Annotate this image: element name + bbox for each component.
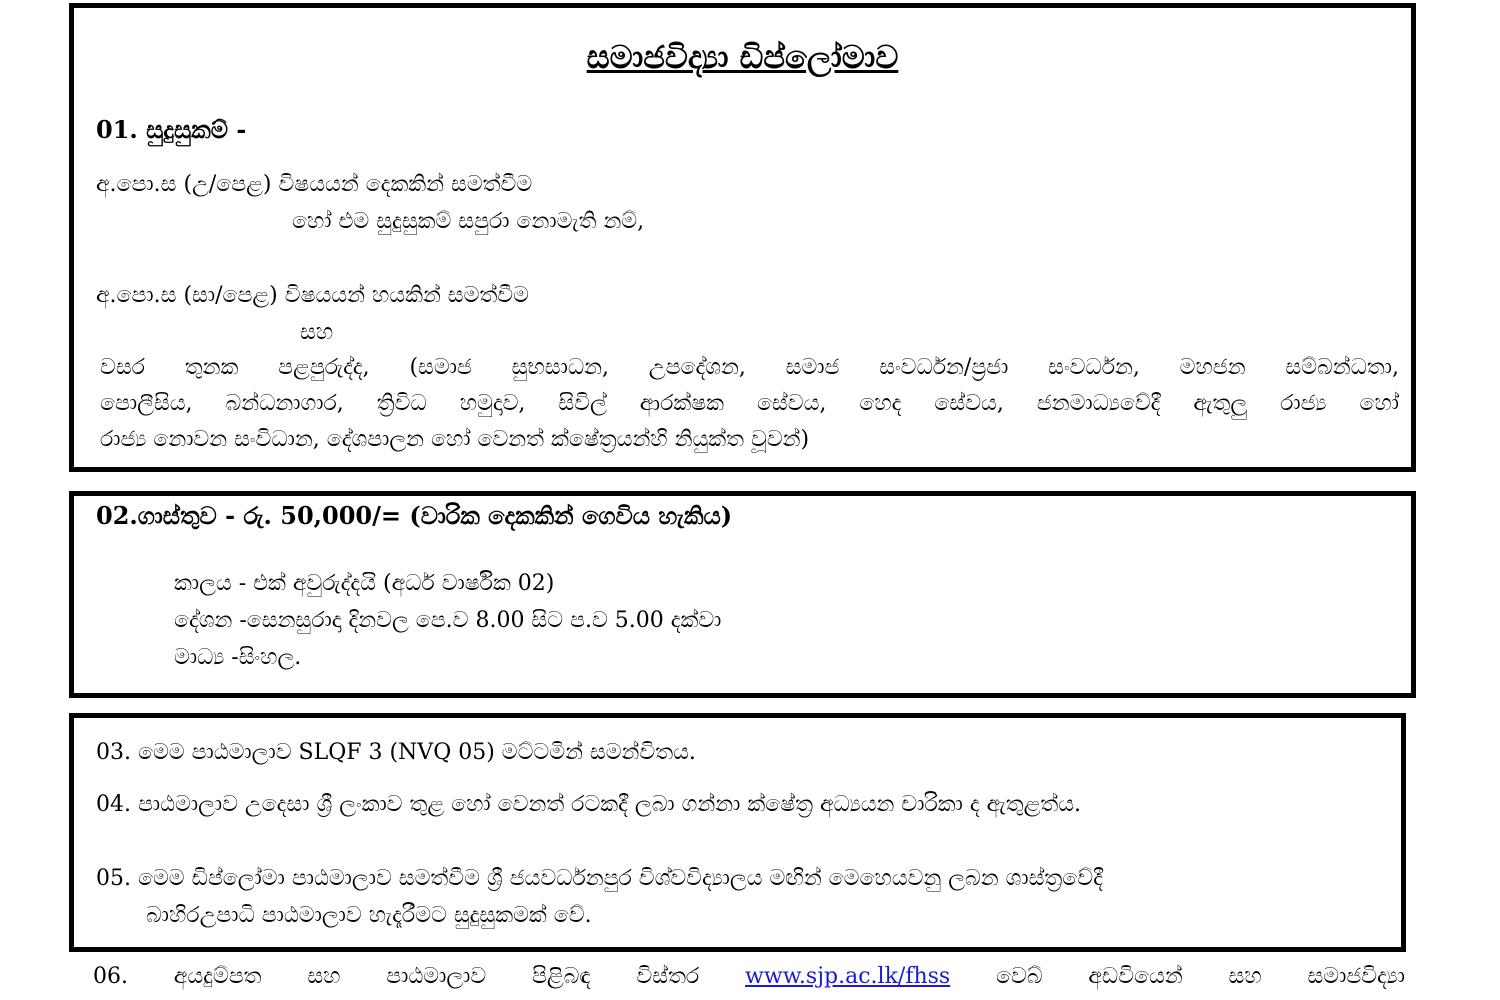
footer-line [93, 962, 1405, 992]
footer-text-after: වෙබ් අඩවියෙන් සහ සමාජවිද්‍යා [996, 964, 1405, 989]
item-05-line1: 05. මෙම ඩිප්ලෝමා පාඨමාලාව සමත්වීම ශ්‍රී ජයවර්ධනපුර විශ්වවිද්‍යාලය මඟින් මෙහෙයවනු ලබන ශාස්ත්‍රවේදී [96, 866, 1103, 891]
item-04: 04. පාඨමාලාව උදෙසා ශ්‍රී ලංකාව තුළ හෝ වෙනත් රටකදී ලබා ගන්නා ක්ෂේත්‍ර අධ්‍යයන චාරිකා ද ඇතුළත්ය. [96, 792, 1082, 817]
qualifications-box [69, 3, 1416, 472]
duration-line: කාලය - එක් අවුරුද්දයි (අර්ධ වාර්ෂික 02) [174, 571, 555, 596]
qualifications-heading: 01. සුදුසුකම් - [96, 115, 247, 144]
qualification-line-or: හෝ එම සුදුසුකම් සපුරා නොමැති නම්, [292, 209, 645, 234]
qualification-line-ol: අ.පො.ස (සා/පෙළ) විෂයයන් හයකින් සමත්වීම [96, 283, 529, 308]
fee-heading: 02.ගාස්තුව - රු. 50,000/= (වාරික දෙකකින් ගෙවිය හැකිය) [96, 501, 733, 530]
course-info-box [69, 713, 1406, 952]
item-05-line2: බාහිරඋපාධි පාඨමාලාව හැදෑරීමට සුදුසුකමක් වේ. [146, 903, 592, 928]
fee-box [69, 491, 1416, 698]
experience-line: රාජ්‍ය නොවන සංවිධාන, දේශපාලන හෝ වෙනත් ක්ෂේත්‍රයන්හි නියුක්ත වූවන්) [100, 427, 810, 452]
page-title: සමාජවිද්‍යා ඩිප්ලෝමාව [586, 38, 899, 76]
item-03: 03. මෙම පාඨමාලාව SLQF 3 (NVQ 05) මට්ටමින් සමන්විතය. [96, 740, 696, 765]
experience-line: වසර තුනක පළපුරුද්ද, (සමාජ සුභසාධන, උපදේශන, සමාජ සංවර්ධන/ප්‍රජා සංවර්ධන, මහජන සම්බන්ධතා, [100, 355, 1399, 380]
medium-line: මාධ්‍ය -සිංහල. [174, 645, 302, 670]
lectures-line: දේශන -සෙනසුරාදා දිනවල පෙ.ව 8.00 සිට ප.ව 5.00 දක්වා [174, 608, 722, 633]
qualification-line-and: සහ [300, 320, 334, 345]
qualification-line-al: අ.පො.ස (උ/පෙළ) විෂයයන් දෙකකින් සමත්වීම [96, 172, 533, 197]
experience-paragraph [100, 350, 1399, 458]
experience-line: පොලීසිය, බන්ධනාගාර, ත්‍රිවිධ හමුදාව, සිවිල් ආරක්ෂක සේවය, හෙද සේවය, ජනමාධ්‍යවේදී ඇතුලු රාජ්‍ය හෝ [100, 391, 1399, 416]
footer-text-before: 06. අයදුම්පත සහ පාඨමාලාව පිළිබඳ විස්තර [93, 964, 700, 989]
website-link[interactable]: www.sjp.ac.lk/fhss [745, 964, 951, 989]
